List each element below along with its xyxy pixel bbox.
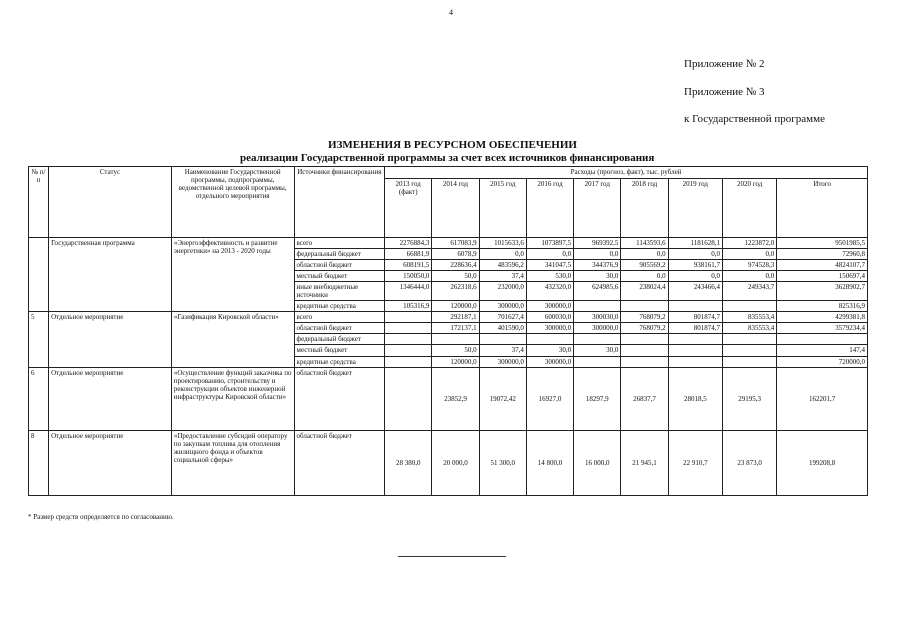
cell-total: 147,4 (777, 345, 868, 356)
cell-value (668, 334, 722, 345)
cell-value: 105316,9 (385, 301, 432, 312)
cell-value: 232000,0 (479, 282, 526, 301)
cell-value: 1143593,6 (621, 238, 668, 249)
appendix-line-3: к Государственной программе (684, 113, 825, 125)
cell-total: 4824107,7 (777, 260, 868, 271)
table-row (29, 430, 868, 495)
cell-value: 768079,2 (621, 312, 668, 323)
cell-value: 0,0 (526, 249, 573, 260)
cell-value: 300000,0 (526, 301, 573, 312)
cell-value (385, 323, 432, 334)
row-status: Отдельное мероприятие (49, 367, 172, 430)
header-source: Источники финансирования (294, 167, 385, 238)
cell-value (385, 356, 432, 367)
cell-value: 835553,4 (722, 323, 776, 334)
cell-value: 37,4 (479, 271, 526, 282)
cell-value (668, 301, 722, 312)
cell-value: 120000,0 (432, 301, 479, 312)
cell-value: 300000,0 (526, 356, 573, 367)
cell-value: 30,0 (526, 345, 573, 356)
cell-value: 0,0 (668, 249, 722, 260)
cell-value: 530,0 (526, 271, 573, 282)
cell-value: 1181628,1 (668, 238, 722, 249)
cell-value: 172137,1 (432, 323, 479, 334)
signature-line (398, 556, 506, 557)
cell-value: 51 300,0 (479, 430, 526, 495)
row-status: Отдельное мероприятие (49, 312, 172, 367)
cell-value: 23852,9 (432, 367, 479, 430)
cell-value: 292187,1 (432, 312, 479, 323)
cell-value: 22 910,7 (668, 430, 722, 495)
cell-value: 483596,2 (479, 260, 526, 271)
table-row (29, 238, 868, 249)
cell-value: 21 945,1 (621, 430, 668, 495)
cell-value (621, 301, 668, 312)
row-source: областной бюджет (294, 430, 385, 495)
cell-value: 1223872,0 (722, 238, 776, 249)
cell-value: 0,0 (722, 249, 776, 260)
cell-value: 30,0 (574, 345, 621, 356)
cell-value (722, 301, 776, 312)
header-year: 2020 год (722, 179, 776, 238)
cell-value: 28 380,0 (385, 430, 432, 495)
cell-value: 600030,0 (526, 312, 573, 323)
cell-value: 20 000,0 (432, 430, 479, 495)
cell-value: 0,0 (621, 249, 668, 260)
cell-total: 150697,4 (777, 271, 868, 282)
header-total: Итого (777, 179, 868, 238)
cell-value: 1015633,6 (479, 238, 526, 249)
cell-value: 835553,4 (722, 312, 776, 323)
cell-value: 262318,6 (432, 282, 479, 301)
header-year: 2013 год (факт) (385, 179, 432, 238)
cell-value (574, 356, 621, 367)
cell-total: 199208,8 (777, 430, 868, 495)
cell-value: 2276884,3 (385, 238, 432, 249)
cell-value: 29195,3 (722, 367, 776, 430)
cell-value: 401590,0 (479, 323, 526, 334)
cell-value: 1346444,0 (385, 282, 432, 301)
row-source: областной бюджет (294, 367, 385, 430)
cell-value: 28018,5 (668, 367, 722, 430)
cell-value: 432320,0 (526, 282, 573, 301)
cell-total (777, 334, 868, 345)
cell-value: 50,0 (432, 271, 479, 282)
cell-value: 0,0 (621, 271, 668, 282)
resource-table (28, 166, 868, 496)
table-row (29, 312, 868, 323)
row-source: областной бюджет (294, 323, 385, 334)
cell-value: 243466,4 (668, 282, 722, 301)
cell-value: 249343,7 (722, 282, 776, 301)
appendix-line-2: Приложение № 3 (684, 86, 765, 98)
cell-total: 72960,8 (777, 249, 868, 260)
row-source: кредитные средства (294, 356, 385, 367)
row-num: 6 (29, 367, 49, 430)
cell-value (432, 334, 479, 345)
row-name: «Энергоэффективность и развитие энергетики» на 2013 - 2020 годы (171, 238, 294, 312)
cell-value: 801874,7 (668, 323, 722, 334)
cell-total: 162201,7 (777, 367, 868, 430)
cell-value (621, 345, 668, 356)
cell-value: 16 000,0 (574, 430, 621, 495)
cell-value (526, 334, 573, 345)
header-year: 2015 год (479, 179, 526, 238)
cell-value: 18297,9 (574, 367, 621, 430)
header-year: 2014 год (432, 179, 479, 238)
cell-value (479, 334, 526, 345)
cell-value: 50,0 (432, 345, 479, 356)
cell-value (385, 312, 432, 323)
cell-value: 6078,9 (432, 249, 479, 260)
page-number: 4 (449, 8, 453, 17)
row-source: иные внебюджетные источники (294, 282, 385, 301)
document-title: ИЗМЕНЕНИЯ В РЕСУРСНОМ ОБЕСПЕЧЕНИИ (328, 139, 577, 151)
appendix-line-1: Приложение № 2 (684, 58, 765, 70)
cell-value (385, 367, 432, 430)
cell-value (385, 345, 432, 356)
cell-value: 300000,0 (526, 323, 573, 334)
row-status: Отдельное мероприятие (49, 430, 172, 495)
header-year: 2016 год (526, 179, 573, 238)
header-status: Статус (49, 167, 172, 238)
header-num: № п/п (29, 167, 49, 238)
row-num: 8 (29, 430, 49, 495)
header-year: 2019 год (668, 179, 722, 238)
cell-value: 969392,5 (574, 238, 621, 249)
cell-value: 66881,9 (385, 249, 432, 260)
cell-value (668, 356, 722, 367)
cell-total: 9501985,5 (777, 238, 868, 249)
row-name: «Газификация Кировской области» (171, 312, 294, 367)
cell-value: 905569,2 (621, 260, 668, 271)
cell-value: 768079,2 (621, 323, 668, 334)
row-source: местный бюджет (294, 345, 385, 356)
cell-value: 23 873,0 (722, 430, 776, 495)
header-year: 2018 год (621, 179, 668, 238)
row-num (29, 238, 49, 312)
cell-value (722, 345, 776, 356)
row-source: федеральный бюджет (294, 249, 385, 260)
cell-total: 3579234,4 (777, 323, 868, 334)
cell-value: 300000,0 (574, 323, 621, 334)
cell-value: 228636,4 (432, 260, 479, 271)
cell-value (621, 334, 668, 345)
cell-value: 0,0 (574, 249, 621, 260)
cell-value: 16927,0 (526, 367, 573, 430)
row-source: кредитные средства (294, 301, 385, 312)
cell-value: 617083,9 (432, 238, 479, 249)
table-body (29, 238, 868, 496)
cell-value: 608191,5 (385, 260, 432, 271)
cell-total: 825316,9 (777, 301, 868, 312)
cell-value (574, 334, 621, 345)
cell-value: 150050,0 (385, 271, 432, 282)
cell-value: 938161,7 (668, 260, 722, 271)
row-status: Государственная программа (49, 238, 172, 312)
table-row (29, 367, 868, 430)
cell-value (668, 345, 722, 356)
header-name: Наименование Государственной программы, подпрограммы, ведомственной целевой программы, отдельного мероприятия (171, 167, 294, 238)
cell-value: 238024,4 (621, 282, 668, 301)
cell-value (621, 356, 668, 367)
cell-value: 26837,7 (621, 367, 668, 430)
cell-value: 300030,0 (574, 312, 621, 323)
cell-value: 120000,0 (432, 356, 479, 367)
row-source: всего (294, 238, 385, 249)
header-year: 2017 год (574, 179, 621, 238)
cell-value: 300000,0 (479, 356, 526, 367)
row-source: всего (294, 312, 385, 323)
row-name: «Предоставление субсидий оператору по закупкам топлива для отопления жилищного фонда и объектов социальной сферы» (171, 430, 294, 495)
row-source: местный бюджет (294, 271, 385, 282)
footnote: * Размер средств определяется по согласованию. (28, 513, 174, 521)
cell-value: 30,0 (574, 271, 621, 282)
cell-value (722, 356, 776, 367)
document-subtitle: реализации Государственной программы за счет всех источников финансирования (240, 152, 655, 164)
cell-value: 0,0 (722, 271, 776, 282)
row-name: «Осуществление функций заказчика по проектированию, строительству и реконструкции объектов инженерной инфраструктуры Кировской области» (171, 367, 294, 430)
row-source: федеральный бюджет (294, 334, 385, 345)
cell-value: 0,0 (668, 271, 722, 282)
cell-total: 4299381,8 (777, 312, 868, 323)
cell-value: 701627,4 (479, 312, 526, 323)
cell-total: 3628902,7 (777, 282, 868, 301)
cell-value: 344376,9 (574, 260, 621, 271)
cell-value: 341047,5 (526, 260, 573, 271)
header-expenses: Расходы (прогноз, факт), тыс. рублей (385, 167, 868, 179)
cell-value: 801874,7 (668, 312, 722, 323)
cell-value: 974528,3 (722, 260, 776, 271)
cell-total: 720000,0 (777, 356, 868, 367)
cell-value: 1073897,5 (526, 238, 573, 249)
cell-value (722, 334, 776, 345)
cell-value: 19072,42 (479, 367, 526, 430)
cell-value: 0,0 (479, 249, 526, 260)
cell-value: 300000,0 (479, 301, 526, 312)
row-source: областной бюджет (294, 260, 385, 271)
row-num: 5 (29, 312, 49, 367)
cell-value: 37,4 (479, 345, 526, 356)
cell-value: 14 800,0 (526, 430, 573, 495)
cell-value (385, 334, 432, 345)
cell-value (574, 301, 621, 312)
cell-value: 624985,6 (574, 282, 621, 301)
